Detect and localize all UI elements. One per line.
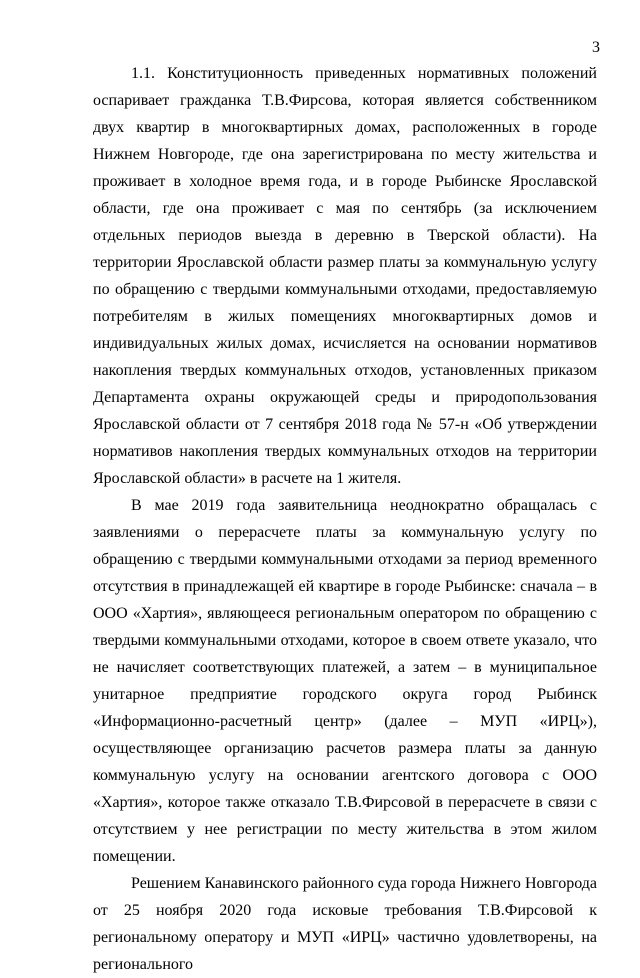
document-body: [93, 60, 597, 978]
paragraph-1-1-firsova-claim: 1.1. Конституционность приведенных нормативных положений оспаривает гражданка Т.В.Фирсова, которая является собственником двух квартир в многоквартирных домах, расположенных в городе Нижнем Новгороде, где она зарегистрирована по месту жительства и проживает в холодное время года, и в городе Рыбинске Ярославской области, где она проживает с мая по сентябрь (за исключением отдельных периодов выезда в деревню в Тверской области). На территории Ярославской области размер платы за коммунальную услугу по обращению с твердыми коммунальными отходами, предоставляемую потребителям в жилых помещениях многоквартирных домов и индивидуальных жилых домах, исчисляется на основании нормативов накопления твердых коммунальных отходов, установленных приказом Департамента охраны окружающей среды и природопользования Ярославской области от 7 сентября 2018 года № 57-н «Об утверждении нормативов накопления твердых коммунальных отходов на территории Ярославской области» в расчете на 1 жителя.: [93, 65, 597, 487]
page-number: 3: [592, 39, 600, 56]
paragraph-may-2019-appeals: В мае 2019 года заявительница неоднократно обращалась с заявлениями о перерасчете платы за коммунальную услугу по обращению с твердыми коммунальными отходами за период временного отсутствия в принадлежащей ей квартире в городе Рыбинске: сначала – в ООО «Хартия», являющееся региональным оператором по обращению с твердыми коммунальными отходами, которое в своем ответе указало, что не начисляет соответствующих платежей, а затем – в муниципальное унитарное предприятие городского округа город Рыбинск «Информационно-расчетный центр» (далее – МУП «ИРЦ»), осуществляющее организацию расчетов размера платы за данную коммунальную услугу на основании агентского договора с ООО «Хартия», которое также отказало Т.В.Фирсовой в перерасчете в связи с отсутствием у нее регистрации по месту жительства в этом жилом помещении.: [93, 497, 597, 865]
paragraph-kanavinsky-court-decision: Решением Канавинского районного суда города Нижнего Новгорода от 25 ноября 2020 года исковые требования Т.В.Фирсовой к региональному оператору и МУП «ИРЦ» частично удовлетворены, на регионального: [93, 875, 597, 973]
